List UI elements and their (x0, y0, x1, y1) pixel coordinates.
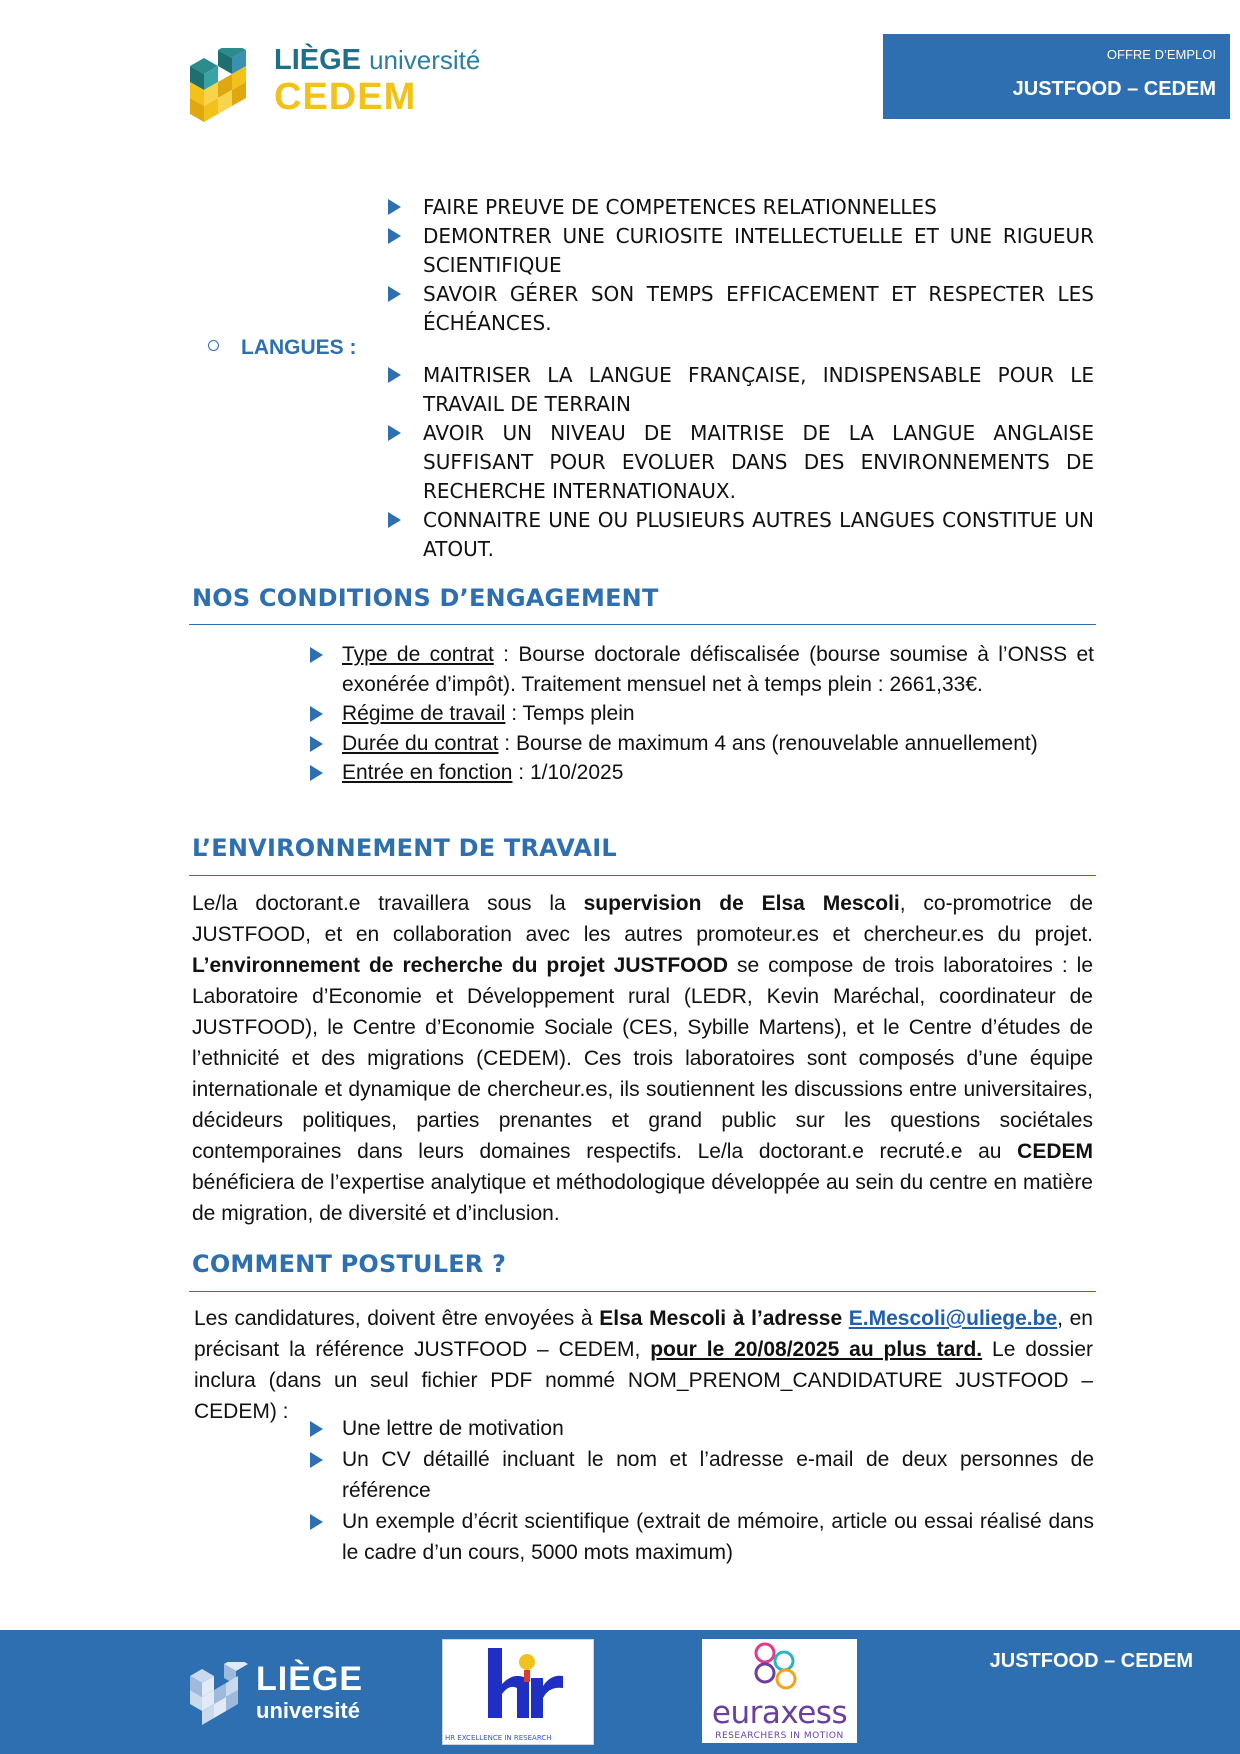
list-item: AVOIR UN NIVEAU DE MAITRISE DE LA LANGUE ANGLAISE SUFFISANT POUR EVOLUER DANS DES ENVIRONNEMENTS DE RECHERCHE INTERNATIONAUX. (388, 419, 1094, 506)
languages-label: LANGUES : (208, 336, 357, 360)
offer-header-box (883, 34, 1230, 119)
logo-cedem: CEDEM (274, 76, 417, 118)
offer-reference: JUSTFOOD – CEDEM (1012, 78, 1216, 100)
bullet-arrow-icon (310, 706, 323, 722)
section-title-apply: COMMENT POSTULER ? (192, 1250, 507, 1278)
list-item: FAIRE PREUVE DE COMPETENCES RELATIONNELLES (388, 193, 1094, 222)
list-item: DEMONTRER UNE CURIOSITE INTELLECTUELLE ET UNE RIGUEUR SCIENTIFIQUE (388, 222, 1094, 280)
cube-logo-icon (190, 48, 260, 128)
bullet-arrow-icon (310, 736, 323, 752)
application-documents-list (310, 1413, 1094, 1568)
euraxess-logo (702, 1639, 857, 1743)
bullet-arrow-icon (388, 286, 401, 302)
bullet-arrow-icon (388, 512, 401, 528)
bullet-arrow-icon (310, 1421, 323, 1437)
conditions-list (310, 640, 1094, 788)
list-item: Régime de travail : Temps plein (310, 699, 1094, 729)
logo-university-name: LIÈGE université (274, 44, 481, 76)
hr-excellence-logo (442, 1639, 594, 1745)
hr-logo-icon (443, 1640, 593, 1732)
bullet-arrow-icon (388, 367, 401, 383)
list-spacer (388, 338, 1094, 361)
uliege-footer-logo (190, 1652, 370, 1732)
bullet-arrow-icon (388, 228, 401, 244)
section-divider (189, 624, 1096, 625)
section-divider (189, 1291, 1096, 1292)
bullet-arrow-icon (310, 765, 323, 781)
bullet-arrow-icon (388, 425, 401, 441)
footer-bar (0, 1630, 1240, 1754)
list-item: Type de contrat : Bourse doctorale défiscalisée (bourse soumise à l’ONSS et exonérée d’impôt). Traitement mensuel net à temps plein : 2661,33€. (310, 640, 1094, 699)
email-link[interactable]: E.Mescoli@uliege.be (848, 1307, 1058, 1330)
euraxess-tagline: RESEARCHERS IN MOTION (715, 1731, 844, 1741)
hr-caption: HR EXCELLENCE IN RESEARCH (445, 1734, 552, 1742)
bullet-arrow-icon (310, 1452, 323, 1468)
bullet-arrow-icon (310, 1514, 323, 1530)
apply-paragraph: Les candidatures, doivent être envoyées à Elsa Mescoli à l’adresse E.Mescoli@uliege.be, en précisant la référence JUSTFOOD – CEDEM, pour le 20/08/2025 au plus tard. Le dossier inclura (dans un seul fichier PDF nommé NOM_PRENOM_CANDIDATURE JUSTFOOD – CEDEM) : (194, 1307, 1093, 1423)
section-title-environment: L’ENVIRONNEMENT DE TRAVAIL (192, 834, 617, 862)
environment-paragraph: Le/la doctorant.e travaillera sous la supervision de Elsa Mescoli, co-promotrice de JUSTFOOD, et en collaboration avec les autres promoteur.es et chercheur.es du projet. L’environnement de recherche du projet JUSTFOOD se compose de trois laboratoires : le Laboratoire d’Economie et Développement rural (LEDR, Kevin Maréchal, coordinateur de JUSTFOOD), le Centre d’Economie Sociale (CES, Sybille Martens), et le Centre d’études de l’ethnicité et des migrations (CEDEM). Ces trois laboratoires sont composés d’une équipe internationale et dynamique de chercheur.es, ils soutiennent les discussions entre universitaires, décideurs politiques, parties prenantes et grand public sur les questions sociétales contemporaines dans leurs domaines respectifs. Le/la doctorant.e recruté.e au CEDEM bénéficiera de l’expertise analytique et méthodologique développée au sein du centre en matière de migration, de diversité et d’inclusion. (192, 892, 1094, 1225)
list-item: Un exemple d’écrit scientifique (extrait de mémoire, article ou essai réalisé dans le cadre d’un cours, 5000 mots maximum) (310, 1506, 1094, 1568)
footer-reference: JUSTFOOD – CEDEM (989, 1650, 1193, 1672)
uliege-cedem-logo (190, 44, 490, 134)
cube-logo-icon (190, 1662, 248, 1730)
euraxess-wordmark: euraxess (711, 1695, 848, 1731)
offer-type-label: OFFRE D’EMPLOI (1106, 47, 1216, 62)
list-item: Durée du contrat : Bourse de maximum 4 ans (renouvelable annuellement) (310, 729, 1094, 759)
deadline-text: pour le 20/08/2025 au plus tard. (650, 1338, 983, 1361)
bullet-arrow-icon (310, 647, 323, 663)
section-title-conditions: NOS CONDITIONS D’ENGAGEMENT (192, 584, 659, 612)
section-divider (189, 875, 1096, 876)
bullet-arrow-icon (388, 199, 401, 215)
footer-logo-line1: LIÈGE (256, 1660, 364, 1698)
footer-logo-line2: université (256, 1698, 360, 1723)
list-item: MAITRISER LA LANGUE FRANÇAISE, INDISPENSABLE POUR LE TRAVAIL DE TERRAIN (388, 361, 1094, 419)
circle-bullet-icon (208, 340, 219, 351)
list-item: SAVOIR GÉRER SON TEMPS EFFICACEMENT ET RESPECTER LES ÉCHÉANCES. (388, 280, 1094, 338)
list-item: Une lettre de motivation (310, 1413, 1094, 1444)
list-item: Un CV détaillé incluant le nom et l’adresse e-mail de deux personnes de référence (310, 1444, 1094, 1506)
skills-list (388, 193, 1094, 564)
euraxess-circles-icon (702, 1639, 857, 1699)
list-item: Entrée en fonction : 1/10/2025 (310, 758, 1094, 788)
list-item: CONNAITRE UNE OU PLUSIEURS AUTRES LANGUES CONSTITUE UN ATOUT. (388, 506, 1094, 564)
